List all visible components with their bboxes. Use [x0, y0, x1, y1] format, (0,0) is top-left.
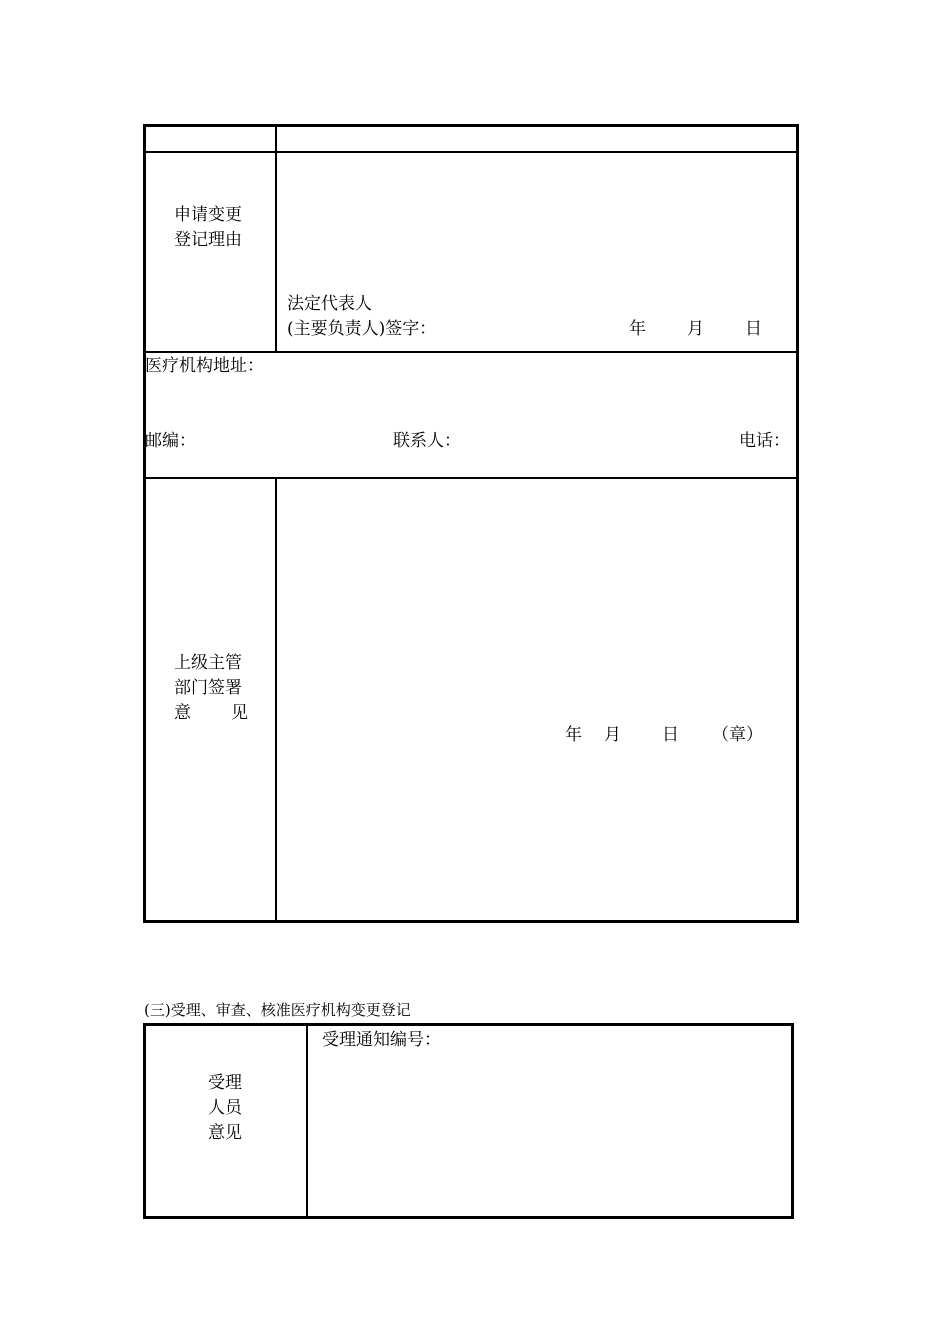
table-border-right: [796, 124, 799, 923]
phone-label: 电话：: [739, 431, 790, 451]
supervisor-date-year: 年: [565, 725, 582, 745]
table-border-bottom: [143, 920, 799, 923]
column-divider: [275, 477, 277, 923]
column-divider: [275, 124, 277, 353]
reason-date-day: 日: [745, 319, 762, 339]
contact-label: 联系人：: [393, 431, 461, 451]
notice-number-label: 受理通知编号：: [322, 1030, 441, 1050]
reason-date-year: 年: [629, 319, 646, 339]
staff-label-line3: 意见: [208, 1123, 242, 1143]
table-border-right: [791, 1023, 794, 1219]
column-divider: [306, 1023, 308, 1219]
supervisor-label-line1: 上级主管: [174, 653, 242, 673]
reason-input-area[interactable]: [280, 156, 792, 288]
table-border-top: [143, 1023, 794, 1026]
supervisor-opinion-area[interactable]: [280, 483, 792, 713]
row-divider: [143, 477, 799, 479]
supervisor-date-day: 日: [662, 725, 679, 745]
reason-label-line1: 申请变更: [174, 205, 242, 225]
row-divider: [143, 151, 799, 153]
supervisor-label-line2: 部门签署: [174, 678, 242, 698]
seal-label: （章）: [712, 725, 763, 745]
table-border-bottom: [143, 1216, 794, 1219]
row-divider: [143, 351, 799, 353]
legal-rep-label-line1: 法定代表人: [287, 294, 372, 314]
section3-heading: (三)受理、审查、核准医疗机构变更登记: [144, 1001, 411, 1019]
supervisor-date-month: 月: [604, 725, 621, 745]
staff-opinion-area[interactable]: [312, 1058, 787, 1210]
supervisor-label-line3a: 意: [174, 703, 191, 723]
table-border-left: [143, 124, 146, 923]
top-row-label-cell[interactable]: [146, 127, 275, 151]
reason-label-line2: 登记理由: [174, 230, 242, 250]
staff-label-line1: 受理: [208, 1073, 242, 1093]
reason-date-month: 月: [687, 319, 704, 339]
postcode-label: 邮编：: [145, 431, 196, 451]
supervisor-label-line3b: 见: [231, 703, 248, 723]
table-border-left: [143, 1023, 146, 1219]
postcode-input[interactable]: [195, 429, 385, 454]
address-label: 医疗机构地址：: [145, 356, 264, 376]
staff-label-line2: 人员: [208, 1098, 242, 1118]
legal-rep-signature-field[interactable]: [450, 317, 620, 342]
acceptance-table: [0, 1020, 950, 1230]
contact-input[interactable]: [462, 429, 732, 454]
top-row-value-cell[interactable]: [277, 127, 796, 151]
legal-rep-label-line2: (主要负责人)签字：: [287, 319, 437, 339]
address-input[interactable]: [270, 356, 790, 416]
notice-number-input[interactable]: [445, 1028, 785, 1053]
